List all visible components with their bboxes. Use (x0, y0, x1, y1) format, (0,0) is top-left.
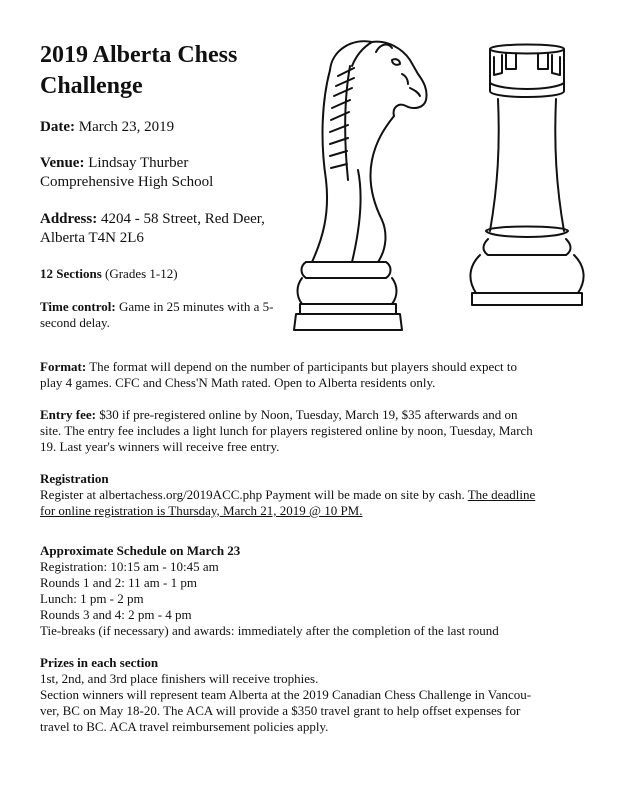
address-label: Address: (40, 211, 98, 227)
sections-value: (Grades 1-12) (105, 266, 178, 281)
prizes-line-1: 1st, 2nd, and 3rd place finishers will receive trophies. (40, 671, 319, 686)
schedule-block (40, 543, 610, 639)
time-control-line-2: second delay. (40, 315, 110, 330)
venue-label: Venue: (40, 155, 85, 171)
registration-block (40, 471, 610, 519)
date-value: March 23, 2019 (78, 119, 175, 135)
schedule-item: Lunch: 1 pm - 2 pm (40, 591, 144, 606)
sections-label: 12 Sections (40, 266, 102, 281)
page-title (40, 40, 290, 102)
registration-deadline-1: The deadline (467, 487, 536, 502)
format-block (40, 359, 600, 391)
time-control-label: Time control: (40, 299, 116, 314)
venue-line-2: Comprehensive High School (40, 174, 214, 190)
registration-deadline-2: for online registration is Thursday, March 21, 2019 @ 10 PM. (40, 503, 363, 518)
registration-text: Register at albertachess.org/2019ACC.php Payment will be made on site by cash. (40, 487, 468, 502)
schedule-heading: Approximate Schedule on March 23 (40, 543, 241, 558)
prizes-block (40, 655, 610, 735)
venue-block (40, 154, 290, 192)
time-control-block (40, 299, 300, 331)
schedule-item: Rounds 1 and 2: 11 am - 1 pm (40, 575, 197, 590)
format-label: Format: (40, 359, 87, 374)
entry-fee-block (40, 407, 610, 455)
registration-heading: Registration (40, 471, 109, 486)
venue-line-1: Lindsay Thurber (88, 155, 189, 171)
prizes-line-4: travel to BC. ACA travel reimbursement policies apply. (40, 719, 329, 734)
format-line-1: The format will depend on the number of participants but players should expect to (89, 359, 518, 374)
prizes-heading: Prizes in each section (40, 655, 159, 670)
address-block (40, 210, 300, 248)
sections-line (40, 266, 178, 282)
entry-fee-line-2: site. The entry fee includes a light lunch for players registered online by noon, Tuesday, March (40, 423, 533, 438)
title-line-1: 2019 Alberta Chess (40, 42, 238, 68)
prizes-line-3: ver, BC on May 18-20. The ACA will provide a $350 travel grant to help offset expenses for (40, 703, 521, 718)
address-line-1: 4204 - 58 Street, Red Deer, (100, 211, 265, 227)
title-line-2: Challenge (40, 73, 143, 99)
rook-piece-icon (462, 35, 592, 335)
time-control-line-1: Game in 25 minutes with a 5- (118, 299, 274, 314)
entry-fee-line-1: $30 if pre-registered online by Noon, Tuesday, March 19, $35 afterwards and on (99, 407, 518, 422)
date-label: Date: (40, 119, 75, 135)
entry-fee-line-3: 19. Last year's winners will receive free entry. (40, 439, 280, 454)
prizes-line-2: Section winners will represent team Alberta at the 2019 Canadian Chess Challenge in Vancou- (40, 687, 532, 702)
schedule-item: Rounds 3 and 4: 2 pm - 4 pm (40, 607, 192, 622)
schedule-item: Registration: 10:15 am - 10:45 am (40, 559, 219, 574)
date-line (40, 118, 174, 137)
entry-fee-label: Entry fee: (40, 407, 96, 422)
schedule-item: Tie-breaks (if necessary) and awards: immediately after the completion of the last round (40, 623, 499, 638)
format-line-2: play 4 games. CFC and Chess'N Math rated. Open to Alberta residents only. (40, 375, 436, 390)
knight-piece-icon (292, 30, 452, 335)
address-line-2: Alberta T4N 2L6 (40, 230, 144, 246)
